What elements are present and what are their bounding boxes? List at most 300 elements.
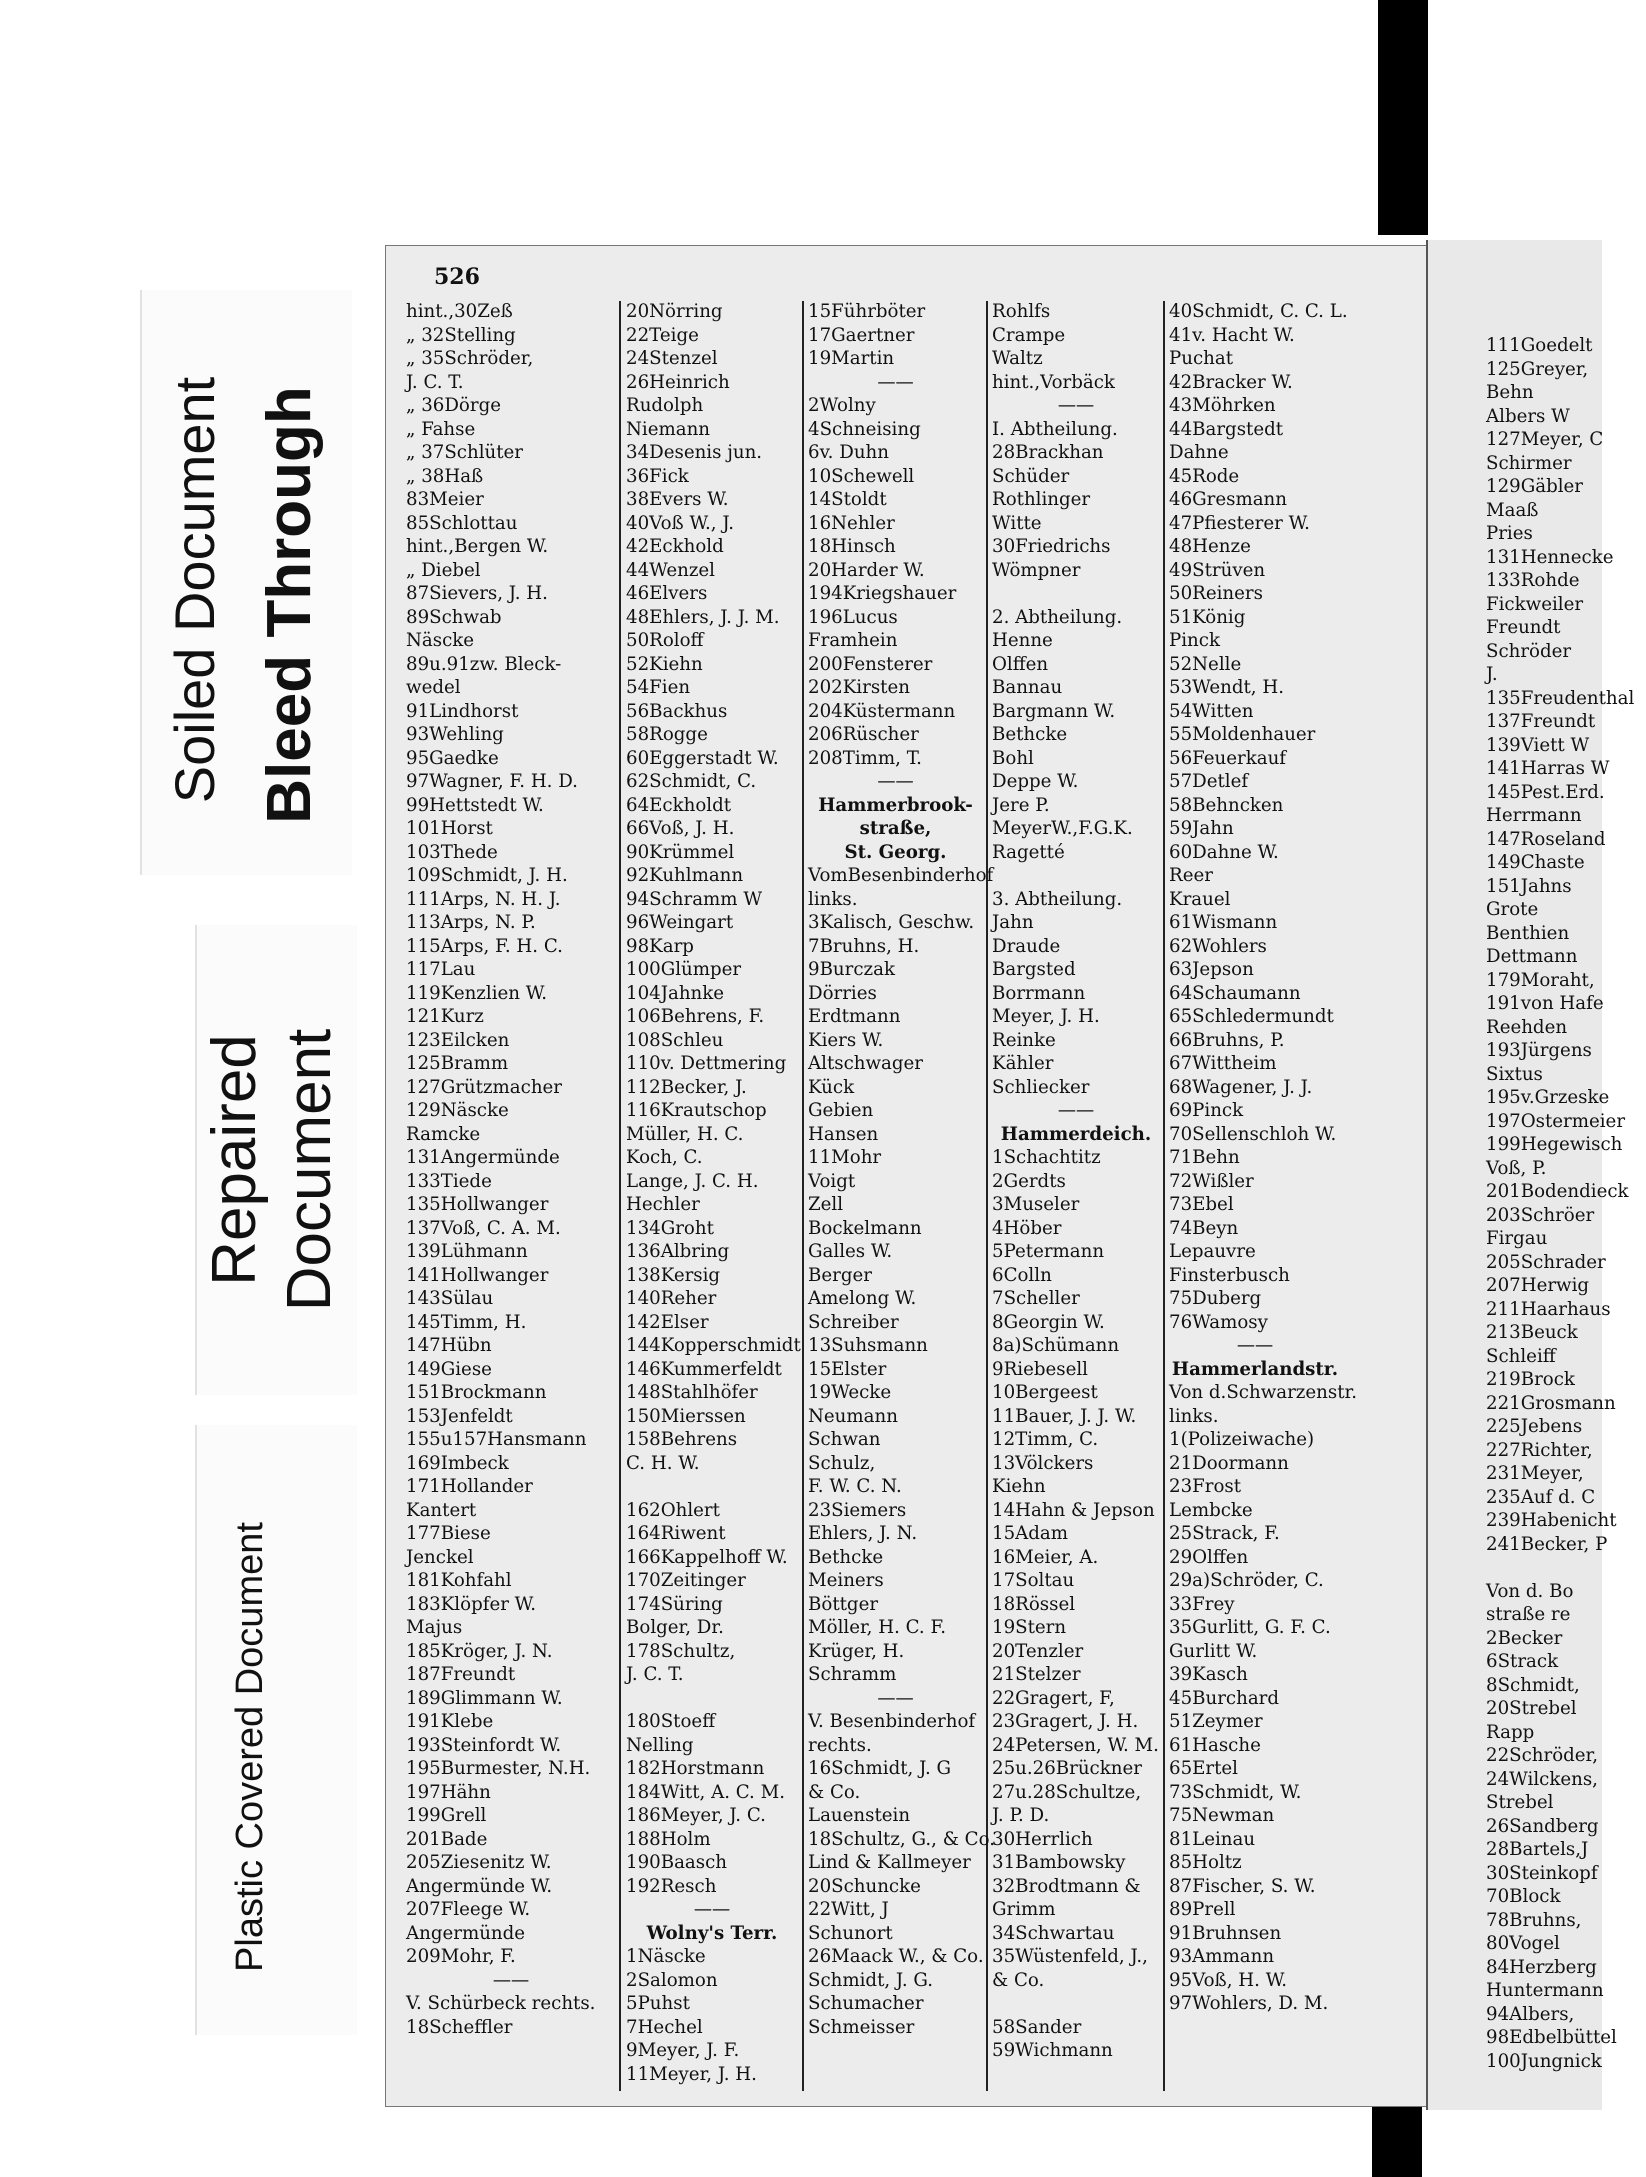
directory-entry: 35Wüstenfeld, J., xyxy=(992,1946,1148,1967)
plastic-covered-document-label: Plastic Covered Document xyxy=(229,1522,271,1972)
directory-entry: Von d. Bo xyxy=(1486,1580,1574,1602)
directory-entry: Framhein xyxy=(808,630,898,651)
directory-entry: 127Meyer, C xyxy=(1486,429,1604,450)
directory-entry: 26Maack W., & Co. xyxy=(808,1946,984,1967)
directory-entry: 149Giese xyxy=(406,1358,492,1380)
directory-entry: 169Imbeck xyxy=(406,1452,509,1474)
directory-entry: 146Kummerfeldt xyxy=(626,1358,782,1380)
directory-entry: Schumacher xyxy=(808,1993,924,2014)
column-divider xyxy=(986,301,988,2091)
directory-entry: Maaß xyxy=(1486,499,1539,521)
directory-entry: Ramcke xyxy=(406,1123,481,1145)
directory-entry: Krüger, H. xyxy=(808,1640,905,1662)
directory-entry: 50Reiners xyxy=(1169,583,1263,604)
directory-entry: 19Wecke xyxy=(808,1382,892,1403)
directory-entry: 51König xyxy=(1169,606,1246,628)
directory-entry: 179Moraht, xyxy=(1486,969,1595,991)
directory-entry: 23Gragert, J. H. xyxy=(992,1711,1139,1732)
directory-entry: St. Georg. xyxy=(844,841,947,863)
directory-entry: Erdtmann xyxy=(808,1006,901,1027)
directory-entry: 7Scheller xyxy=(992,1288,1080,1309)
directory-entry: Schwan xyxy=(808,1429,881,1450)
directory-entry: 178Schultz, xyxy=(626,1640,736,1662)
directory-entry: 187Freundt xyxy=(406,1664,516,1685)
directory-entry: 92Kuhlmann xyxy=(626,865,744,886)
directory-entry: Pries xyxy=(1486,523,1533,544)
directory-entry xyxy=(626,1687,798,1711)
directory-entry: 162Ohlert xyxy=(626,1499,720,1521)
directory-entry: 115Arps, F. H. C. xyxy=(406,935,563,957)
directory-entry: 50Roloff xyxy=(626,630,704,651)
directory-entry: Nelling xyxy=(626,1734,694,1756)
directory-entry: Meyer, J. H. xyxy=(992,1006,1100,1027)
directory-entry: 28Bartels,J xyxy=(1486,1839,1589,1860)
directory-entry: 89Schwab xyxy=(406,606,502,628)
directory-entry: Hechler xyxy=(626,1194,700,1215)
directory-entry: 70Block xyxy=(1486,1886,1561,1907)
directory-entry: 137Freundt xyxy=(1486,711,1596,732)
directory-entry: & Co. xyxy=(808,1781,861,1803)
directory-entry: 8Schmidt, xyxy=(1486,1674,1580,1696)
directory-entry: Bethcke xyxy=(808,1546,884,1568)
directory-entry: 164Riwent xyxy=(626,1523,726,1544)
directory-entry: Dörries xyxy=(808,982,877,1004)
directory-entry: 211Haarhaus xyxy=(1486,1298,1611,1320)
directory-entry: 58Sander xyxy=(992,2016,1082,2038)
directory-entry: 56Backhus xyxy=(626,700,728,722)
directory-entry: F. W. C. N. xyxy=(808,1476,902,1497)
directory-entry: 95Gaedke xyxy=(406,747,499,769)
directory-entry: 10Schewell xyxy=(808,465,915,487)
directory-entry: 31Bambowsky xyxy=(992,1852,1126,1873)
directory-entry: hint.,30Zeß xyxy=(406,301,513,322)
directory-entry: 85Holtz xyxy=(1169,1852,1242,1873)
directory-entry: 203Schröer xyxy=(1486,1204,1595,1226)
directory-entry: 100Jungnick xyxy=(1486,2050,1602,2072)
directory-entry: 109Schmidt, J. H. xyxy=(406,865,568,886)
directory-entry xyxy=(626,1475,798,1499)
directory-entry: 44Wenzel xyxy=(626,559,715,581)
directory-entry: 30Steinkopf xyxy=(1486,1862,1598,1884)
directory-entry: Schliecker xyxy=(992,1076,1090,1098)
directory-entry: Schmeisser xyxy=(808,2016,915,2038)
directory-entry: Bolger, Dr. xyxy=(626,1617,724,1638)
directory-entry xyxy=(992,864,1160,888)
directory-entry: 101Horst xyxy=(406,818,493,839)
directory-entry: Firgau xyxy=(1486,1228,1548,1249)
directory-entry: Schmidt, J. G. xyxy=(808,1969,934,1991)
directory-entry: 191von Hafe xyxy=(1486,993,1604,1014)
directory-entry: 61Wismann xyxy=(1169,912,1278,933)
bleed-through-label: Bleed Through xyxy=(255,386,324,824)
column-divider xyxy=(619,301,621,2091)
directory-entry: —— xyxy=(877,371,914,393)
directory-entry: 51Zeymer xyxy=(1169,1711,1263,1732)
directory-entry: 89Prell xyxy=(1169,1899,1236,1920)
directory-entry: Gurlitt W. xyxy=(1169,1640,1258,1662)
directory-entry: 68Wagener, J. J. xyxy=(1169,1076,1313,1098)
directory-entry: Ragetté xyxy=(992,841,1065,863)
directory-entry: Witte xyxy=(992,512,1042,534)
directory-entry: Lind & Kallmeyer xyxy=(808,1852,971,1873)
directory-entry: Herrmann xyxy=(1486,805,1582,826)
directory-entry: Wömpner xyxy=(992,559,1081,581)
directory-entry: 42Bracker W. xyxy=(1169,371,1293,393)
directory-entry: Huntermann xyxy=(1486,1980,1604,2001)
directory-entry: Jahn xyxy=(992,912,1034,933)
page-number: 526 xyxy=(434,264,480,290)
directory-entry: 180Stoeff xyxy=(626,1711,716,1732)
directory-entry: Henne xyxy=(992,630,1053,651)
directory-entry: 23Frost xyxy=(1169,1476,1242,1497)
directory-entry: 38Evers W. xyxy=(626,489,729,510)
directory-entry: Jere P. xyxy=(992,794,1050,816)
directory-entry: Sixtus xyxy=(1486,1063,1543,1085)
directory-entry: Krauel xyxy=(1169,888,1231,910)
directory-entry: 9Burczak xyxy=(808,959,895,980)
directory-entry: —— xyxy=(1236,1335,1274,1356)
directory-entry: 16Schmidt, J. G xyxy=(808,1758,952,1779)
directory-entry: 42Eckhold xyxy=(626,536,724,557)
directory-entry: hint.,Vorbäck xyxy=(992,371,1115,393)
directory-entry: 2Becker xyxy=(1486,1627,1563,1649)
directory-entry: 98Karp xyxy=(626,935,694,957)
directory-entry: 121Kurz xyxy=(406,1006,484,1027)
directory-entry: 64Eckholdt xyxy=(626,794,732,816)
directory-entry: VomBesenbinderhof xyxy=(808,865,994,886)
directory-entry: Bannau xyxy=(992,677,1063,698)
directory-entry: 71Behn xyxy=(1169,1147,1240,1168)
directory-entry: 100Glümper xyxy=(626,959,742,980)
directory-entry: 69Pinck xyxy=(1169,1100,1244,1121)
directory-entry: 17Soltau xyxy=(992,1570,1075,1591)
directory-column-5 xyxy=(1169,300,1357,2016)
directory-entry: 94Schramm W xyxy=(626,888,763,910)
directory-column-3 xyxy=(808,300,996,2039)
adjacent-page xyxy=(1426,240,1635,2110)
directory-entry: Dettmann xyxy=(1486,946,1578,967)
directory-entry: 29Olffen xyxy=(1169,1546,1249,1568)
directory-entry: 73Ebel xyxy=(1169,1194,1234,1215)
directory-entry: 58Rogge xyxy=(626,724,708,745)
directory-entry: 18Hinsch xyxy=(808,536,896,557)
directory-entry: I. Abtheilung. xyxy=(992,418,1118,440)
directory-entry: 140Reher xyxy=(626,1288,717,1309)
directory-entry: 199Grell xyxy=(406,1805,487,1826)
directory-entry: 150Mierssen xyxy=(626,1405,746,1427)
directory-entry: 241Becker, P xyxy=(1486,1533,1608,1555)
directory-entry: 54Fien xyxy=(626,677,691,698)
directory-entry: 7Hechel xyxy=(626,2016,703,2038)
directory-entry: Müller, H. C. xyxy=(626,1123,744,1145)
directory-entry: 182Horstmann xyxy=(626,1758,765,1779)
directory-entry: Hansen xyxy=(808,1123,879,1145)
directory-entry: 137Voß, C. A. M. xyxy=(406,1217,561,1239)
directory-entry: 131Hennecke xyxy=(1486,546,1614,568)
directory-entry: 64Schaumann xyxy=(1169,982,1301,1004)
directory-entry: 19Martin xyxy=(808,348,895,369)
directory-entry: 32Brodtmann & xyxy=(992,1875,1141,1897)
directory-entry: 11Meyer, J. H. xyxy=(626,2063,757,2085)
directory-entry: Draude xyxy=(992,935,1061,957)
directory-entry: 125Bramm xyxy=(406,1053,509,1074)
directory-page xyxy=(385,245,1427,2107)
directory-entry: Behn xyxy=(1486,382,1534,403)
directory-entry: 208Timm, T. xyxy=(808,747,922,769)
directory-entry: hint.,Bergen W. xyxy=(406,536,549,557)
directory-entry: 67Wittheim xyxy=(1169,1053,1277,1074)
directory-entry xyxy=(1486,1556,1646,1580)
directory-entry: 17Gaertner xyxy=(808,324,915,346)
directory-entry: 62Wohlers xyxy=(1169,935,1267,957)
directory-entry: Neumann xyxy=(808,1405,898,1427)
directory-entry: 183Klöpfer W. xyxy=(406,1593,536,1615)
directory-entry: straße re xyxy=(1486,1604,1571,1625)
directory-entry: 91Lindhorst xyxy=(406,700,519,722)
directory-entry: 133Rohde xyxy=(1486,570,1580,591)
directory-entry: 62Schmidt, C. xyxy=(626,771,757,792)
directory-entry: Möller, H. C. F. xyxy=(808,1617,947,1638)
column-divider xyxy=(802,301,804,2091)
directory-entry: Lembcke xyxy=(1169,1499,1253,1521)
directory-entry: 135Hollwanger xyxy=(406,1194,549,1215)
directory-entry: „ 37Schlüter xyxy=(406,442,524,463)
directory-entry: 181Kohfahl xyxy=(406,1570,512,1591)
directory-entry: rechts. xyxy=(808,1734,872,1756)
directory-entry: 61Hasche xyxy=(1169,1734,1261,1756)
directory-entry: 135Freudenthal xyxy=(1486,687,1635,709)
directory-entry: Dahne xyxy=(1169,442,1229,463)
directory-entry: Hammerbrook- xyxy=(818,794,973,816)
directory-entry: 155u157Hansmann xyxy=(406,1429,587,1450)
directory-entry: —— xyxy=(1057,395,1095,416)
directory-entry: 58Behncken xyxy=(1169,794,1284,816)
directory-entry: 213Beuck xyxy=(1486,1322,1578,1343)
directory-entry: 13Suhsmann xyxy=(808,1335,928,1356)
directory-entry: 94Albers, xyxy=(1486,2003,1575,2025)
directory-entry: Schramm xyxy=(808,1664,897,1685)
directory-entry: 108Schleu xyxy=(626,1029,724,1051)
directory-entry: Schröder xyxy=(1486,640,1572,662)
directory-entry: 16Meier, A. xyxy=(992,1546,1099,1568)
directory-entry: 20Schuncke xyxy=(808,1875,921,1897)
directory-entry: 204Küstermann xyxy=(808,700,956,722)
directory-entry: 207Fleege W. xyxy=(406,1899,531,1920)
directory-entry: 15Elster xyxy=(808,1358,887,1380)
directory-entry: Lepauvre xyxy=(1169,1241,1256,1262)
directory-entry: 153Jenfeldt xyxy=(406,1405,513,1427)
directory-entry: Amelong W. xyxy=(808,1288,917,1309)
directory-entry: Altschwager xyxy=(808,1053,924,1074)
directory-entry: 22Teige xyxy=(626,324,699,346)
directory-entry: 66Bruhns, P. xyxy=(1169,1029,1285,1051)
directory-entry: 111Arps, N. H. J. xyxy=(406,888,561,910)
directory-entry: 36Fick xyxy=(626,465,689,487)
directory-entry: V. Besenbinderhof xyxy=(808,1711,976,1732)
directory-entry: Koch, C. xyxy=(626,1147,703,1168)
directory-entry: 119Kenzlien W. xyxy=(406,982,548,1004)
directory-entry: 25u.26Brückner xyxy=(992,1758,1142,1779)
directory-entry: 65Schledermundt xyxy=(1169,1006,1334,1027)
directory-entry: 34Schwartau xyxy=(992,1922,1115,1944)
directory-entry: 93Wehling xyxy=(406,724,504,745)
directory-entry: 131Angermünde xyxy=(406,1147,560,1168)
column-divider xyxy=(1163,301,1165,2091)
directory-entry: 40Voß W., J. xyxy=(626,512,735,534)
directory-entry: 22Schröder, xyxy=(1486,1745,1599,1766)
directory-entry: Reer xyxy=(1169,865,1213,886)
directory-entry: 24Wilckens, xyxy=(1486,1768,1598,1790)
directory-entry: Reinke xyxy=(992,1029,1056,1051)
directory-entry: 117Lau xyxy=(406,959,476,980)
directory-entry: 74Beyn xyxy=(1169,1217,1239,1239)
directory-entry: 73Schmidt, W. xyxy=(1169,1781,1302,1803)
directory-entry: Olffen xyxy=(992,653,1049,675)
directory-entry: 6Colln xyxy=(992,1264,1052,1286)
directory-entry: 40Schmidt, C. C. L. xyxy=(1169,301,1348,322)
directory-entry: Bohl xyxy=(992,747,1034,769)
directory-entry: 145Timm, H. xyxy=(406,1311,527,1333)
directory-entry: 57Detlef xyxy=(1169,771,1249,792)
directory-entry: 196Lucus xyxy=(808,606,898,628)
directory-entry: 186Meyer, J. C. xyxy=(626,1805,766,1826)
directory-entry: 112Becker, J. xyxy=(626,1076,747,1098)
directory-entry: Puchat xyxy=(1169,348,1234,369)
directory-entry: 147Roseland xyxy=(1486,828,1606,850)
directory-entry: —— xyxy=(1057,1100,1095,1121)
directory-entry: 129Gäbler xyxy=(1486,476,1584,497)
directory-entry: 127Grützmacher xyxy=(406,1076,562,1098)
directory-entry: 188Holm xyxy=(626,1828,711,1850)
directory-entry: 171Hollander xyxy=(406,1476,533,1497)
directory-entry: —— xyxy=(693,1899,731,1920)
directory-entry: Voß, P. xyxy=(1486,1157,1547,1179)
directory-entry: Kähler xyxy=(992,1053,1054,1074)
directory-entry: 16Nehler xyxy=(808,512,895,534)
directory-entry: 15Führböter xyxy=(808,301,926,322)
directory-entry: 60Dahne W. xyxy=(1169,841,1279,863)
directory-entry: Jenckel xyxy=(406,1546,474,1568)
directory-entry: Freundt xyxy=(1486,617,1561,638)
directory-entry: Schüder xyxy=(992,465,1070,487)
directory-entry: Bargsted xyxy=(992,959,1076,980)
directory-entry: 177Biese xyxy=(406,1523,491,1544)
directory-entry: Von d.Schwarzenstr. xyxy=(1169,1382,1357,1403)
directory-entry: 5Petermann xyxy=(992,1241,1105,1262)
directory-entry: 87Fischer, S. W. xyxy=(1169,1875,1316,1897)
directory-entry: 201Bodendieck xyxy=(1486,1181,1629,1202)
directory-entry: Reehden xyxy=(1486,1016,1568,1038)
directory-entry: Schirmer xyxy=(1486,452,1572,474)
directory-entry: 75Newman xyxy=(1169,1805,1275,1826)
directory-entry: 15Adam xyxy=(992,1523,1069,1544)
directory-entry: 147Hübn xyxy=(406,1335,492,1356)
directory-entry: 205Schrader xyxy=(1486,1251,1606,1273)
directory-entry: 1Näscke xyxy=(626,1946,706,1967)
directory-entry: „ Fahse xyxy=(406,418,476,440)
directory-entry: 48Ehlers, J. J. M. xyxy=(626,606,780,628)
directory-entry: 45Burchard xyxy=(1169,1687,1279,1709)
directory-entry: Angermünde xyxy=(406,1922,526,1944)
directory-entry: 30Herrlich xyxy=(992,1828,1093,1850)
directory-entry: 83Meier xyxy=(406,489,484,510)
directory-entry: 206Rüscher xyxy=(808,724,919,745)
directory-entry: Meiners xyxy=(808,1570,884,1591)
directory-entry: 20Nörring xyxy=(626,301,723,322)
directory-entry: 12Timm, C. xyxy=(992,1429,1099,1450)
directory-entry: 106Behrens, F. xyxy=(626,1006,765,1027)
directory-entry: 193Steinfordt W. xyxy=(406,1734,562,1756)
directory-entry: Wolny's Terr. xyxy=(646,1922,778,1944)
directory-entry: 191Klebe xyxy=(406,1711,494,1732)
directory-entry: Böttger xyxy=(808,1593,879,1615)
directory-entry: Benthien xyxy=(1486,922,1570,944)
directory-entry: 18Schultz, G., & Co. xyxy=(808,1828,996,1850)
directory-entry: —— xyxy=(877,771,914,792)
directory-entry: 59Jahn xyxy=(1169,818,1234,839)
directory-entry: 141Harras W xyxy=(1486,758,1610,779)
directory-entry: 59Wichmann xyxy=(992,2040,1113,2061)
directory-entry: 3. Abtheilung. xyxy=(992,888,1123,910)
directory-entry: 133Tiede xyxy=(406,1170,492,1192)
directory-entry: 2Salomon xyxy=(626,1969,718,1991)
directory-entry: 78Bruhns, xyxy=(1486,1909,1582,1931)
directory-entry: 193Jürgens xyxy=(1486,1040,1592,1061)
directory-entry: 227Richter, xyxy=(1486,1439,1593,1461)
directory-entry: 35Gurlitt, G. F. C. xyxy=(1169,1617,1331,1638)
directory-entry: 195Burmester, N.H. xyxy=(406,1758,591,1779)
repaired-document-label: Document xyxy=(275,1028,344,1312)
directory-entry: 151Jahns xyxy=(1486,875,1572,897)
directory-entry: Schulz, xyxy=(808,1452,876,1474)
directory-entry: Lange, J. C. H. xyxy=(626,1170,759,1192)
directory-entry: J. C. T. xyxy=(626,1664,684,1685)
directory-entry: 192Resch xyxy=(626,1875,717,1897)
directory-entry: Näscke xyxy=(406,630,475,651)
directory-entry: 43Möhrken xyxy=(1169,395,1276,416)
directory-entry: 7Bruhns, H. xyxy=(808,935,920,957)
directory-entry: 34Desenis jun. xyxy=(626,442,763,463)
directory-entry: 98Edbelbüttel xyxy=(1486,2027,1617,2048)
directory-entry: 96Weingart xyxy=(626,912,734,933)
directory-entry: Kück xyxy=(808,1076,855,1098)
directory-entry: Rohlfs xyxy=(992,301,1051,322)
directory-entry: 8a)Schümann xyxy=(992,1335,1120,1356)
directory-entry: Pinck xyxy=(1169,630,1220,651)
directory-entry: 139Lühmann xyxy=(406,1241,528,1262)
directory-entry: 1Schachtitz xyxy=(992,1147,1101,1168)
directory-entry: 125Greyer, xyxy=(1486,358,1589,380)
directory-entry: Bockelmann xyxy=(808,1217,922,1239)
directory-entry: Hammerdeich. xyxy=(1000,1123,1152,1145)
directory-entry: 18Scheffler xyxy=(406,2016,513,2038)
directory-entry: 22Witt, J xyxy=(808,1899,889,1920)
directory-entry: wedel xyxy=(406,677,461,698)
directory-column-4 xyxy=(992,300,1160,2063)
directory-entry: 219Brock xyxy=(1486,1369,1575,1390)
directory-entry: 139Viett W xyxy=(1486,734,1590,756)
directory-entry: 46Gresmann xyxy=(1169,489,1287,510)
directory-entry: 190Baasch xyxy=(626,1852,727,1873)
directory-entry: 26Heinrich xyxy=(626,371,730,393)
directory-entry: 148Stahlhöfer xyxy=(626,1382,758,1403)
directory-entry: 141Hollwanger xyxy=(406,1264,549,1286)
directory-entry: 29a)Schröder, C. xyxy=(1169,1570,1324,1591)
directory-entry: 20Strebel xyxy=(1486,1698,1577,1719)
directory-entry: Deppe W. xyxy=(992,771,1079,792)
directory-entry: 6v. Duhn xyxy=(808,442,889,463)
directory-entry: 2. Abtheilung. xyxy=(992,606,1123,628)
